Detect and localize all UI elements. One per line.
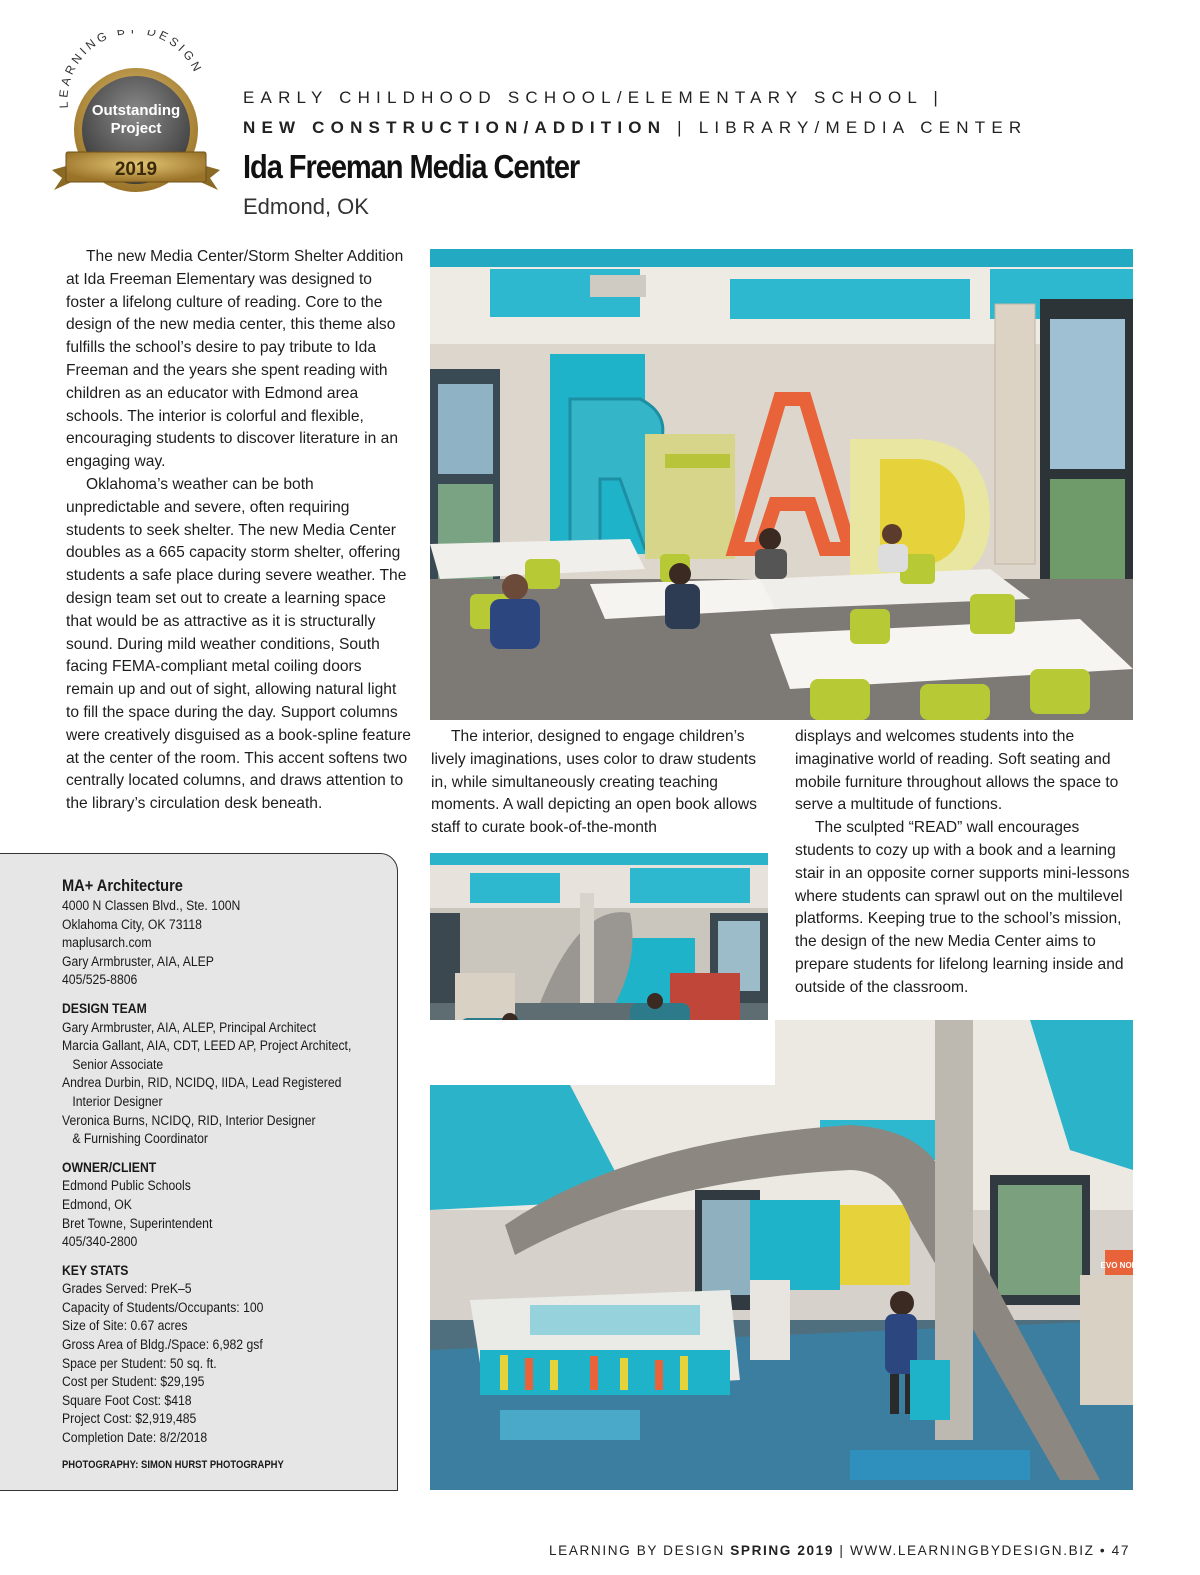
award-badge (40, 30, 225, 215)
category-bold: NEW CONSTRUCTION/ADDITION (243, 118, 667, 137)
firm-phone: 405/525-8806 (62, 972, 138, 989)
article-column-3 (795, 726, 1137, 1000)
article-location: Edmond, OK (243, 194, 369, 219)
design-team-line: Senior Associate (72, 1056, 164, 1073)
firm-name: MA+ Architecture (62, 876, 183, 895)
stat-line: Space per Student: 50 sq. ft. (62, 1355, 217, 1372)
stat-line: Gross Area of Bldg./Space: 6,982 gsf (62, 1337, 263, 1354)
photo-circulation-desk (430, 1020, 1138, 1490)
category-separator: | (666, 118, 699, 137)
article-column-1 (66, 246, 411, 816)
stat-line: Project Cost: $2,919,485 (62, 1411, 197, 1428)
project-info-content (62, 875, 352, 1474)
footer-separator: | (839, 1543, 845, 1558)
owner-line: Edmond, OK (62, 1196, 132, 1213)
owner-heading: OWNER/CLIENT (62, 1159, 157, 1176)
badge-line2: Project (110, 120, 162, 137)
footer-url: WWW.LEARNINGBYDESIGN.BIZ (849, 1543, 1095, 1558)
firm-address-2: Oklahoma City, OK 73118 (62, 916, 202, 933)
page-footer (549, 1543, 1130, 1558)
category-rest: LIBRARY/MEDIA CENTER (698, 118, 1028, 137)
design-team-line: Andrea Durbin, RID, NCIDQ, IIDA, Lead Registered (62, 1075, 342, 1092)
design-team-line: & Furnishing Coordinator (72, 1131, 208, 1148)
article-column-2 (431, 726, 769, 840)
firm-website: maplusarch.com (62, 935, 152, 952)
key-stats-heading: KEY STATS (62, 1262, 129, 1279)
badge-year: 2019 (114, 159, 158, 180)
paragraph-3-continued: displays and welcomes students into the imaginative world of reading. Soft seating and mobile furniture throughout allows the space to serve a multitude of functions. (795, 728, 1119, 814)
photo-read-wall (430, 249, 1133, 720)
firm-address-1: 4000 N Classen Blvd., Ste. 100N (62, 898, 241, 914)
footer-magazine: LEARNING BY DESIGN (549, 1543, 725, 1558)
design-team-line: Interior Designer (72, 1093, 163, 1110)
stat-line: Completion Date: 8/2/2018 (62, 1430, 208, 1447)
page-number: 47 (1111, 1543, 1130, 1558)
paragraph-4: The sculpted “READ” wall encourages students to cozy up with a book and a learning stair in an opposite corner supports mini-lessons where students can sprawl out on the multilevel platforms. Keeping true to the school’s mission, the design of the new Media Center aims to prepare students for lifelong learning inside and outside of the classroom. (795, 819, 1130, 996)
design-team-heading: DESIGN TEAM (62, 1000, 147, 1017)
category-line-1: EARLY CHILDHOOD SCHOOL/ELEMENTARY SCHOOL | (243, 88, 944, 107)
footer-issue: SPRING 2019 (730, 1543, 835, 1558)
footer-bullet: • (1099, 1543, 1107, 1558)
owner-line: Edmond Public Schools (62, 1178, 191, 1195)
stat-line: Size of Site: 0.67 acres (62, 1318, 188, 1335)
design-team-line: Marcia Gallant, AIA, CDT, LEED AP, Project Architect, (62, 1038, 352, 1055)
owner-line: 405/340-2800 (62, 1234, 138, 1251)
stat-line: Square Foot Cost: $418 (62, 1392, 192, 1409)
stat-line: Grades Served: PreK–5 (62, 1281, 192, 1298)
badge-graphic (40, 30, 225, 215)
badge-arc-text: LEARNING B DESIGN (56, 30, 206, 109)
design-team-line: Gary Armbruster, AIA, ALEP, Principal Architect (62, 1019, 317, 1036)
paragraph-1: The new Media Center/Storm Shelter Addition at Ida Freeman Elementary was designed to foster a lifelong culture of reading. Core to the design of the new media center, this theme also fulfills the school’s desire to pay tribute to Ida Freeman and the years she spent reading with children as an educator with Edmond area schools. The interior is colorful and flexible, encouraging students to discover literature in an engaging way. (66, 248, 404, 471)
stat-line: Capacity of Students/Occupants: 100 (62, 1299, 264, 1316)
owner-line: Bret Towne, Superintendent (62, 1215, 213, 1232)
photo-credit: PHOTOGRAPHY: SIMON HURST PHOTOGRAPHY (62, 1458, 284, 1471)
category-line-2 (243, 118, 1027, 138)
article-title: Ida Freeman Media Center (243, 148, 580, 185)
paragraph-3: The interior, designed to engage children’s lively imaginations, uses color to draw students in, while simultaneously creating teaching moments. A wall depicting an open book allows staff to curate book-of-the-month (431, 728, 757, 837)
design-team-line: Veronica Burns, NCIDQ, RID, Interior Designer (62, 1112, 316, 1129)
paragraph-2: Oklahoma’s weather can be both unpredictable and severe, often requiring students to seek shelter. The new Media Center doubles as a 665 capacity storm shelter, offering students a safe place during severe weather. The design team set out to create a learning space that would be as attractive as it is structurally sound. During mild weather conditions, South facing FEMA-compliant metal coiling doors remain up and out of sight, allowing natural light to fill the space during the day. Support columns were creatively disguised as a book-spline feature at the center of the room. This accent softens two centrally located columns, and draws attention to the library’s circulation desk beneath. (66, 475, 411, 813)
photo-sign-text: EVO NON (1100, 1261, 1138, 1270)
badge-line1: Outstanding (91, 102, 181, 119)
stat-line: Cost per Student: $29,195 (62, 1374, 205, 1391)
firm-contact: Gary Armbruster, AIA, ALEP (62, 953, 214, 970)
